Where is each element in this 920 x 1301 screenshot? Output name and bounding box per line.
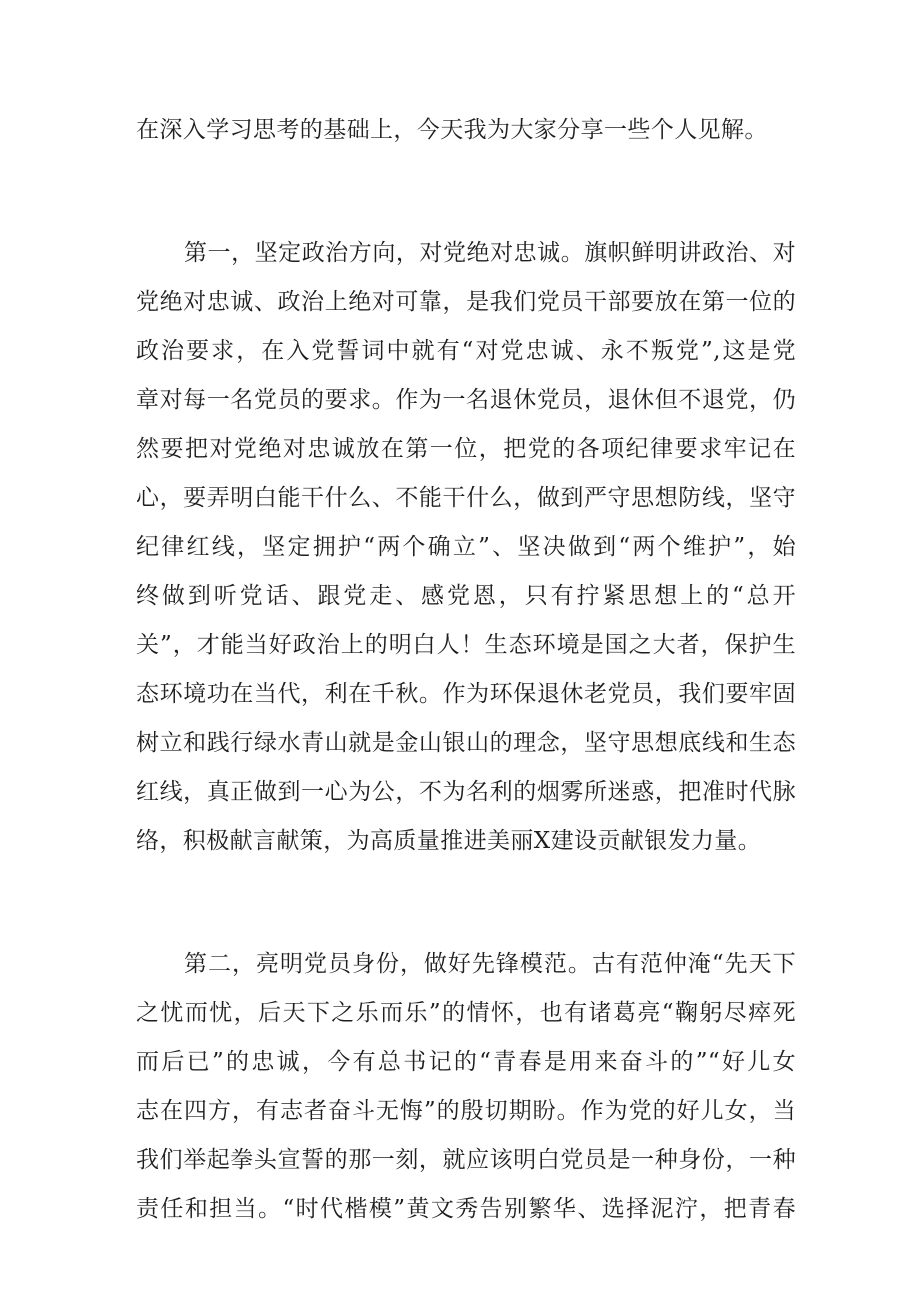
point-one-line: 党绝对忠诚、政治上绝对可靠，是我们党员干部要放在第一位的 [136,289,796,315]
intro-line: 在深入学习思考的基础上，今天我为大家分享一些个人见解。 [136,117,768,143]
point-one-line: 然要把对党绝对忠诚放在第一位，把党的各项纪律要求牢记在 [136,436,796,462]
point-one-line: 政治要求，在入党誓词中就有“对党忠诚、永不叛党”,这是党 [136,338,796,364]
point-one-line: 络，积极献言献策，为高质量推进美丽X建设贡献银发力量。 [136,828,762,854]
point-one-line: 关”，才能当好政治上的明白人！生态环境是国之大者，保护生 [136,632,796,658]
point-one-line: 态环境功在当代，利在千秋。作为环保退休老党员，我们要牢固 [136,681,796,707]
point-one-line: 心，要弄明白能干什么、不能干什么，做到严守思想防线，坚守 [136,485,796,511]
point-two-line: 而后已”的忠诚，今有总书记的“青春是用来奋斗的”“好儿女 [136,1049,796,1075]
point-two-line: 责任和担当。“时代楷模”黄文秀告别繁华、选择泥泞，把青春 [136,1196,796,1222]
point-one-line: 纪律红线，坚定拥护“两个确立”、坚决做到“两个维护”，始 [136,534,796,560]
point-one-line: 第一，坚定政治方向，对党绝对忠诚。旗帜鲜明讲政治、对 [184,240,796,266]
point-two-line: 第二，亮明党员身份，做好先锋模范。古有范仲淹“先天下 [184,951,796,977]
point-two-line: 之忧而忧，后天下之乐而乐”的情怀，也有诸葛亮“鞠躬尽瘁死 [136,1000,796,1026]
point-two-line: 我们举起拳头宣誓的那一刻，就应该明白党员是一种身份，一种 [136,1147,796,1173]
point-one-line: 章对每一名党员的要求。作为一名退休党员，退休但不退党，仍 [136,387,796,413]
point-one-line: 红线，真正做到一心为公，不为名利的烟雾所迷惑，把准时代脉 [136,779,796,805]
point-one-line: 树立和践行绿水青山就是金山银山的理念，坚守思想底线和生态 [136,730,796,756]
point-one-line: 终做到听党话、跟党走、感党恩，只有拧紧思想上的“总开 [136,583,796,609]
point-two-line: 志在四方，有志者奋斗无悔”的殷切期盼。作为党的好儿女，当 [136,1098,796,1124]
